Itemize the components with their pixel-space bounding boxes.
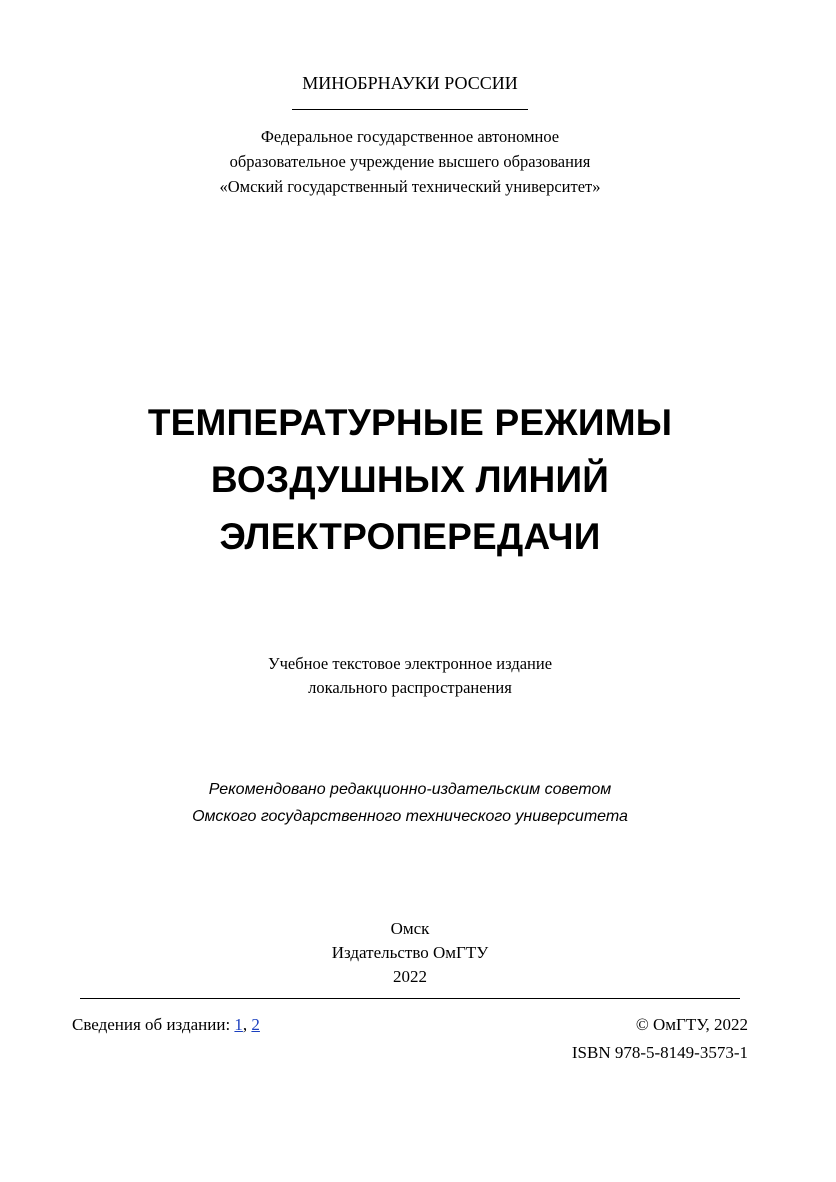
recommendation-note xyxy=(0,776,820,830)
book-title-line: ЭЛЕКТРОПЕРЕДАЧИ xyxy=(219,516,601,557)
recommendation-line: Рекомендовано редакционно-издательским советом xyxy=(208,781,612,798)
edition-info xyxy=(72,1014,260,1036)
edition-info-label: Сведения об издании: xyxy=(72,1015,235,1034)
book-title xyxy=(0,394,820,565)
organization-line: образовательное учреждение высшего образования xyxy=(229,152,591,171)
ministry-divider xyxy=(292,109,528,110)
recommendation-line: Омского государственного технического университета xyxy=(192,808,628,825)
imprint-year: 2022 xyxy=(393,967,427,986)
edition-type-line: локального распространения xyxy=(308,678,512,697)
edition-link-separator: , xyxy=(242,1015,248,1034)
imprint-block xyxy=(0,917,820,989)
edition-type xyxy=(0,652,820,700)
organization-line: Федеральное государственное автономное xyxy=(260,127,560,146)
book-title-line: ВОЗДУШНЫХ ЛИНИЙ xyxy=(210,459,610,500)
imprint-publisher: Издательство ОмГТУ xyxy=(331,943,489,962)
organization-block xyxy=(0,124,820,199)
edition-type-line: Учебное текстовое электронное издание xyxy=(267,654,553,673)
copyright-notice: © ОмГТУ, 2022 xyxy=(635,1015,748,1034)
book-title-line: ТЕМПЕРАТУРНЫЕ РЕЖИМЫ xyxy=(147,402,673,443)
footer-divider xyxy=(80,998,740,999)
edition-link-1[interactable]: 1 xyxy=(234,1015,243,1034)
isbn: ISBN 978-5-8149-3573-1 xyxy=(571,1043,748,1062)
edition-link-2[interactable]: 2 xyxy=(251,1015,260,1034)
organization-line: «Омский государственный технический университет» xyxy=(219,177,601,196)
imprint-city: Омск xyxy=(390,919,430,938)
ministry-name: МИНОБРНАУКИ РОССИИ xyxy=(302,73,518,93)
